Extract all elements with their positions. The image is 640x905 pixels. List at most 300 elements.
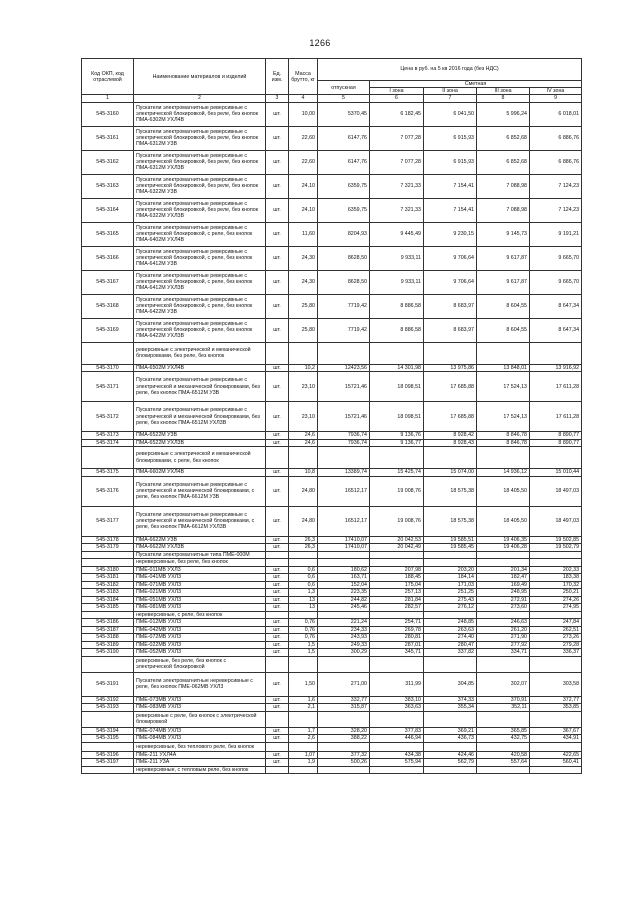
table-row xyxy=(82,581,582,589)
cell-price-zone3: 248,95 xyxy=(477,589,530,597)
cell-price-zone1: 446,94 xyxy=(370,735,424,743)
table-body xyxy=(82,102,582,774)
table-row xyxy=(82,246,582,270)
cell-price-zone4: 303,58 xyxy=(530,672,582,696)
cell-unit: шт. xyxy=(266,589,289,597)
cell-name: ПМЕ-012МВ УХЛ3 xyxy=(134,619,266,627)
cell-price-zone4: 367,67 xyxy=(530,727,582,735)
cell-name: ПМЕ-052МВ УХЛ3 xyxy=(134,649,266,657)
cell-code: 545-3162 xyxy=(82,150,134,174)
cell-price-zone4: 19 502,79 xyxy=(530,544,582,552)
cell-price-zone1: 7 321,33 xyxy=(370,198,424,222)
cell-mass: 24,80 xyxy=(289,476,318,506)
empty-cell xyxy=(266,447,289,469)
section-code-cell xyxy=(82,742,134,751)
empty-cell xyxy=(530,611,582,619)
cell-code: 545-3191 xyxy=(82,672,134,696)
empty-cell xyxy=(530,656,582,672)
empty-cell xyxy=(477,742,530,751)
cell-mass: 26,3 xyxy=(289,536,318,544)
cell-unit: шт. xyxy=(266,619,289,627)
cell-unit: шт. xyxy=(266,634,289,642)
cell-price-zone1: 257,13 xyxy=(370,589,424,597)
empty-cell xyxy=(477,766,530,774)
cell-price-otpusk: 6359,75 xyxy=(318,174,370,198)
empty-cell xyxy=(424,342,477,364)
empty-cell xyxy=(266,656,289,672)
cell-name: ПМЕ-022МВ УХЛ3 xyxy=(134,641,266,649)
col-number: 1 xyxy=(82,95,134,102)
cell-price-zone1: 19 008,76 xyxy=(370,506,424,536)
cell-unit: шт. xyxy=(266,626,289,634)
empty-cell xyxy=(318,559,370,567)
table-row xyxy=(82,432,582,440)
cell-mass: 22,60 xyxy=(289,126,318,150)
header-name: Наименование материалов и изделий xyxy=(134,59,266,95)
cell-mass: 0,76 xyxy=(289,634,318,642)
cell-price-zone3: 334,71 xyxy=(477,649,530,657)
cell-code: 545-3192 xyxy=(82,696,134,704)
section-title: нереверсивные, с тепловым реле, без кнопок xyxy=(134,766,266,774)
cell-unit: шт. xyxy=(266,735,289,743)
cell-name: ПМА-6522М УХЛ3В xyxy=(134,439,266,447)
cell-name: ПМЕ-073МВ УХЛ3 xyxy=(134,696,266,704)
section-code-cell xyxy=(82,611,134,619)
cell-price-zone2: 562,79 xyxy=(424,759,477,767)
cell-code: 545-3171 xyxy=(82,372,134,402)
cell-price-zone4: 6 018,01 xyxy=(530,102,582,126)
cell-unit: шт. xyxy=(266,294,289,318)
cell-code: 545-3160 xyxy=(82,102,134,126)
cell-mass: 23,10 xyxy=(289,402,318,432)
empty-cell xyxy=(370,447,424,469)
cell-price-zone3: 352,11 xyxy=(477,704,530,712)
cell-price-zone1: 7 077,28 xyxy=(370,150,424,174)
cell-name: Пускатели электромагнитные реверсивные с электрической блокировкой, без реле, без кнопок ПМА-6322М УХЛ3В xyxy=(134,198,266,222)
cell-price-zone3: 261,20 xyxy=(477,626,530,634)
cell-name: ПМЕ-021МВ УХЛ3 xyxy=(134,589,266,597)
cell-price-otpusk: 8204,93 xyxy=(318,222,370,246)
empty-cell xyxy=(289,559,318,567)
cell-price-otpusk: 13389,74 xyxy=(318,469,370,477)
cell-unit: шт. xyxy=(266,372,289,402)
empty-cell xyxy=(370,656,424,672)
cell-name: Пускатели электромагнитные реверсивные с электрической блокировкой, без реле, без кнопок ПМА-6312М УХЛ3В xyxy=(134,150,266,174)
cell-price-zone2: 8 928,42 xyxy=(424,432,477,440)
cell-unit: шт. xyxy=(266,727,289,735)
cell-price-zone2: 436,73 xyxy=(424,735,477,743)
empty-cell xyxy=(424,611,477,619)
empty-cell xyxy=(477,342,530,364)
cell-unit: шт. xyxy=(266,574,289,582)
cell-price-otpusk: 180,62 xyxy=(318,566,370,574)
cell-price-zone4: 6 886,76 xyxy=(530,126,582,150)
empty-cell xyxy=(289,766,318,774)
cell-mass: 11,60 xyxy=(289,222,318,246)
table-row xyxy=(82,596,582,604)
empty-cell xyxy=(477,711,530,727)
cell-price-zone3: 246,63 xyxy=(477,619,530,627)
cell-price-zone4: 18 497,03 xyxy=(530,506,582,536)
empty-cell xyxy=(318,656,370,672)
cell-unit: шт. xyxy=(266,672,289,696)
cell-code: 545-3185 xyxy=(82,604,134,612)
cell-price-zone4: 170,32 xyxy=(530,581,582,589)
empty-cell xyxy=(530,711,582,727)
cell-price-otpusk: 300,29 xyxy=(318,649,370,657)
empty-cell xyxy=(289,447,318,469)
cell-code: 545-3161 xyxy=(82,126,134,150)
cell-price-otpusk: 16512,17 xyxy=(318,506,370,536)
cell-name: ПМЕ-081МВ УХЛ3 xyxy=(134,604,266,612)
cell-code: 545-3189 xyxy=(82,641,134,649)
section-code-cell xyxy=(82,447,134,469)
cell-mass: 25,80 xyxy=(289,318,318,342)
section-row xyxy=(82,711,582,727)
cell-name: Пускатели электромагнитные реверсивные с электрической блокировкой, с реле, без кнопок ПМА-6402М УХЛ4В xyxy=(134,222,266,246)
cell-price-zone4: 279,28 xyxy=(530,641,582,649)
header-zone4: IV зона xyxy=(530,88,582,95)
header-price-group: Цена в руб. на 5 кв 2016 года (без НДС) xyxy=(318,59,582,81)
cell-mass: 24,6 xyxy=(289,439,318,447)
cell-price-zone4: 353,85 xyxy=(530,704,582,712)
cell-price-zone2: 8 683,97 xyxy=(424,294,477,318)
empty-cell xyxy=(424,742,477,751)
empty-cell xyxy=(266,766,289,774)
cell-price-otpusk: 7936,74 xyxy=(318,439,370,447)
cell-price-zone2: 203,20 xyxy=(424,566,477,574)
cell-price-zone4: 17 611,28 xyxy=(530,372,582,402)
cell-code: 545-3167 xyxy=(82,270,134,294)
cell-unit: шт. xyxy=(266,246,289,270)
cell-price-otpusk: 7936,74 xyxy=(318,432,370,440)
table-row xyxy=(82,696,582,704)
cell-unit: шт. xyxy=(266,581,289,589)
cell-price-zone2: 248,85 xyxy=(424,619,477,627)
cell-price-zone4: 250,21 xyxy=(530,589,582,597)
table-row xyxy=(82,364,582,372)
section-title: Пускатели электромагнитные типа ПМЕ-000М xyxy=(134,551,266,559)
cell-price-zone4: 9 191,21 xyxy=(530,222,582,246)
empty-cell xyxy=(318,742,370,751)
cell-price-zone1: 15 425,74 xyxy=(370,469,424,477)
cell-price-zone2: 9 706,64 xyxy=(424,246,477,270)
table-row xyxy=(82,174,582,198)
cell-price-otpusk: 388,22 xyxy=(318,735,370,743)
cell-price-zone4: 18 497,03 xyxy=(530,476,582,506)
table-row xyxy=(82,626,582,634)
cell-mass: 13 xyxy=(289,604,318,612)
table-row xyxy=(82,759,582,767)
cell-price-otpusk: 163,71 xyxy=(318,574,370,582)
cell-mass: 1,07 xyxy=(289,751,318,759)
cell-price-zone2: 251,25 xyxy=(424,589,477,597)
cell-mass: 24,10 xyxy=(289,174,318,198)
cell-mass: 1,7 xyxy=(289,727,318,735)
cell-price-zone2: 8 683,97 xyxy=(424,318,477,342)
section-row xyxy=(82,551,582,559)
section-title: нереверсивные, без теплового реле, без кнопок xyxy=(134,742,266,751)
cell-price-otpusk: 5370,45 xyxy=(318,102,370,126)
col-number: 4 xyxy=(289,95,318,102)
cell-price-zone3: 17 524,13 xyxy=(477,372,530,402)
cell-price-zone3: 273,60 xyxy=(477,604,530,612)
cell-price-zone2: 304,85 xyxy=(424,672,477,696)
table-row xyxy=(82,574,582,582)
cell-price-zone4: 15 010,44 xyxy=(530,469,582,477)
cell-price-zone1: 7 077,28 xyxy=(370,126,424,150)
cell-code: 545-3187 xyxy=(82,626,134,634)
cell-price-zone3: 7 088,98 xyxy=(477,174,530,198)
cell-unit: шт. xyxy=(266,751,289,759)
cell-mass: 0,76 xyxy=(289,626,318,634)
col-number: 8 xyxy=(477,95,530,102)
cell-code: 545-3181 xyxy=(82,574,134,582)
empty-cell xyxy=(266,742,289,751)
header-smeta: Сметная xyxy=(370,81,582,88)
empty-cell xyxy=(370,611,424,619)
header-zone1: I зона xyxy=(370,88,424,95)
cell-price-zone4: 6 886,76 xyxy=(530,150,582,174)
cell-code: 545-3170 xyxy=(82,364,134,372)
cell-price-zone3: 557,64 xyxy=(477,759,530,767)
cell-price-zone1: 8 886,58 xyxy=(370,294,424,318)
table-row xyxy=(82,372,582,402)
cell-name: ПМЕ-211 УХЛ4А xyxy=(134,751,266,759)
cell-price-zone2: 19 585,45 xyxy=(424,544,477,552)
cell-price-otpusk: 7719,42 xyxy=(318,318,370,342)
cell-price-zone4: 183,38 xyxy=(530,574,582,582)
cell-code: 545-3176 xyxy=(82,476,134,506)
cell-name: ПМЕ-042МВ УХЛ3 xyxy=(134,626,266,634)
cell-mass: 25,80 xyxy=(289,294,318,318)
cell-unit: шт. xyxy=(266,596,289,604)
cell-price-zone3: 182,47 xyxy=(477,574,530,582)
cell-price-zone4: 8 647,34 xyxy=(530,294,582,318)
cell-price-zone2: 374,33 xyxy=(424,696,477,704)
empty-cell xyxy=(318,342,370,364)
cell-name: ПМЕ-083МВ УХЛ3 xyxy=(134,704,266,712)
cell-price-otpusk: 234,33 xyxy=(318,626,370,634)
cell-price-zone4: 274,95 xyxy=(530,604,582,612)
cell-price-zone1: 269,78 xyxy=(370,626,424,634)
cell-price-zone1: 9 136,76 xyxy=(370,432,424,440)
empty-cell xyxy=(370,342,424,364)
empty-cell xyxy=(318,766,370,774)
cell-mass: 1,5 xyxy=(289,641,318,649)
cell-price-zone3: 277,92 xyxy=(477,641,530,649)
cell-unit: шт. xyxy=(266,536,289,544)
cell-code: 545-3196 xyxy=(82,751,134,759)
empty-cell xyxy=(424,766,477,774)
empty-cell xyxy=(424,559,477,567)
cell-name: ПМЕ-211 У3А xyxy=(134,759,266,767)
cell-price-zone4: 247,84 xyxy=(530,619,582,627)
cell-mass: 22,60 xyxy=(289,150,318,174)
cell-price-zone3: 201,34 xyxy=(477,566,530,574)
cell-price-zone4: 7 124,23 xyxy=(530,198,582,222)
cell-unit: шт. xyxy=(266,544,289,552)
empty-cell xyxy=(289,656,318,672)
cell-price-zone4: 7 124,23 xyxy=(530,174,582,198)
section-title: реверсивные с электрической и механической блокировками, с реле, без кнопок xyxy=(134,447,266,469)
cell-price-zone2: 355,34 xyxy=(424,704,477,712)
table-row xyxy=(82,544,582,552)
cell-price-zone2: 17 685,88 xyxy=(424,372,477,402)
cell-unit: шт. xyxy=(266,649,289,657)
section-code-cell xyxy=(82,559,134,567)
cell-price-zone1: 9 933,11 xyxy=(370,246,424,270)
cell-price-zone3: 18 405,50 xyxy=(477,476,530,506)
empty-cell xyxy=(477,656,530,672)
cell-price-zone1: 14 301,98 xyxy=(370,364,424,372)
cell-mass: 24,80 xyxy=(289,506,318,536)
cell-unit: шт. xyxy=(266,476,289,506)
table-row xyxy=(82,476,582,506)
section-title: реверсивные с реле, без кнопок с электрической блокировкой xyxy=(134,711,266,727)
cell-price-zone2: 19 585,51 xyxy=(424,536,477,544)
section-title: нереверсивные, без реле, без кнопок xyxy=(134,559,266,567)
cell-mass: 24,30 xyxy=(289,270,318,294)
cell-price-zone4: 336,37 xyxy=(530,649,582,657)
cell-price-zone1: 7 321,33 xyxy=(370,174,424,198)
cell-price-otpusk: 243,93 xyxy=(318,634,370,642)
cell-code: 545-3174 xyxy=(82,439,134,447)
cell-price-zone3: 18 405,50 xyxy=(477,506,530,536)
cell-price-zone2: 424,46 xyxy=(424,751,477,759)
empty-cell xyxy=(424,551,477,559)
cell-price-zone1: 383,10 xyxy=(370,696,424,704)
table-row xyxy=(82,102,582,126)
cell-price-zone4: 273,26 xyxy=(530,634,582,642)
cell-code: 545-3177 xyxy=(82,506,134,536)
col-number: 2 xyxy=(134,95,266,102)
col-number: 9 xyxy=(530,95,582,102)
cell-price-zone3: 432,75 xyxy=(477,735,530,743)
cell-code: 545-3165 xyxy=(82,222,134,246)
cell-price-otpusk: 500,26 xyxy=(318,759,370,767)
cell-price-zone4: 8 890,77 xyxy=(530,432,582,440)
cell-code: 545-3164 xyxy=(82,198,134,222)
empty-cell xyxy=(266,342,289,364)
cell-price-zone1: 18 098,51 xyxy=(370,402,424,432)
cell-code: 545-3169 xyxy=(82,318,134,342)
col-number: 5 xyxy=(318,95,370,102)
cell-price-zone4: 17 611,28 xyxy=(530,402,582,432)
empty-cell xyxy=(424,711,477,727)
cell-price-zone2: 369,21 xyxy=(424,727,477,735)
col-number: 7 xyxy=(424,95,477,102)
cell-price-otpusk: 271,00 xyxy=(318,672,370,696)
cell-unit: шт. xyxy=(266,506,289,536)
cell-price-zone3: 9 145,73 xyxy=(477,222,530,246)
cell-price-zone2: 276,12 xyxy=(424,604,477,612)
cell-price-zone4: 9 665,70 xyxy=(530,246,582,270)
cell-price-zone3: 370,91 xyxy=(477,696,530,704)
cell-price-zone2: 275,43 xyxy=(424,596,477,604)
cell-price-otpusk: 244,82 xyxy=(318,596,370,604)
cell-code: 545-3190 xyxy=(82,649,134,657)
cell-unit: шт. xyxy=(266,704,289,712)
cell-price-zone1: 287,01 xyxy=(370,641,424,649)
header-mass: Масса брутто, кг xyxy=(289,59,318,95)
table-row xyxy=(82,469,582,477)
cell-name: Пускатели электромагнитные реверсивные с электрической и механической блокировками, с реле, без кнопок ПМА-6612М УХЛ3В xyxy=(134,506,266,536)
cell-price-zone3: 169,49 xyxy=(477,581,530,589)
empty-cell xyxy=(289,711,318,727)
empty-cell xyxy=(318,447,370,469)
section-row xyxy=(82,742,582,751)
cell-price-otpusk: 223,35 xyxy=(318,589,370,597)
section-title: реверсивные с электрической и механической блокировками, без реле, без кнопок xyxy=(134,342,266,364)
cell-price-zone1: 19 008,76 xyxy=(370,476,424,506)
cell-price-zone2: 274,40 xyxy=(424,634,477,642)
table-row xyxy=(82,604,582,612)
cell-unit: шт. xyxy=(266,150,289,174)
cell-price-otpusk: 6147,76 xyxy=(318,126,370,150)
cell-price-zone2: 9 706,64 xyxy=(424,270,477,294)
table-row xyxy=(82,150,582,174)
table-row xyxy=(82,439,582,447)
cell-price-zone3: 365,85 xyxy=(477,727,530,735)
empty-cell xyxy=(530,766,582,774)
cell-price-zone4: 19 502,85 xyxy=(530,536,582,544)
cell-code: 545-3182 xyxy=(82,581,134,589)
cell-name: ПМА-6622М У3В xyxy=(134,536,266,544)
table-row xyxy=(82,634,582,642)
cell-price-zone3: 7 088,98 xyxy=(477,198,530,222)
cell-price-zone1: 575,94 xyxy=(370,759,424,767)
cell-price-zone1: 20 042,53 xyxy=(370,536,424,544)
empty-cell xyxy=(289,551,318,559)
cell-unit: шт. xyxy=(266,439,289,447)
cell-code: 545-3183 xyxy=(82,589,134,597)
cell-price-otpusk: 249,33 xyxy=(318,641,370,649)
cell-code: 545-3179 xyxy=(82,544,134,552)
cell-unit: шт. xyxy=(266,222,289,246)
cell-name: Пускатели электромагнитные реверсивные с электрической блокировкой, с реле, без кнопок ПМА-6412М УХЛ3В xyxy=(134,270,266,294)
table-row xyxy=(82,735,582,743)
cell-price-zone1: 363,63 xyxy=(370,704,424,712)
cell-mass: 10,00 xyxy=(289,102,318,126)
cell-name: Пускатели электромагнитные нереверсивные с реле, без кнопок ПМЕ-062МВ УХЛ3 xyxy=(134,672,266,696)
cell-price-zone1: 345,71 xyxy=(370,649,424,657)
table-row xyxy=(82,641,582,649)
cell-unit: шт. xyxy=(266,102,289,126)
col-number: 6 xyxy=(370,95,424,102)
cell-code: 545-3178 xyxy=(82,536,134,544)
cell-price-otpusk: 377,32 xyxy=(318,751,370,759)
cell-mass: 0,6 xyxy=(289,566,318,574)
cell-price-zone3: 19 406,28 xyxy=(477,544,530,552)
cell-price-zone1: 6 182,45 xyxy=(370,102,424,126)
cell-price-zone4: 13 916,92 xyxy=(530,364,582,372)
cell-code: 545-3172 xyxy=(82,402,134,432)
cell-name: ПМЕ-084МВ УХЛ3 xyxy=(134,735,266,743)
cell-price-zone2: 7 154,41 xyxy=(424,198,477,222)
cell-price-zone2: 8 928,43 xyxy=(424,439,477,447)
header-code: Код ОКП, код отраслевой xyxy=(82,59,134,95)
cell-code: 545-3175 xyxy=(82,469,134,477)
cell-price-zone2: 171,03 xyxy=(424,581,477,589)
cell-price-otpusk: 15721,46 xyxy=(318,372,370,402)
table-row xyxy=(82,126,582,150)
cell-price-otpusk: 7719,42 xyxy=(318,294,370,318)
section-row xyxy=(82,766,582,774)
header-zone3: III зона xyxy=(477,88,530,95)
cell-price-zone4: 9 665,70 xyxy=(530,270,582,294)
cell-price-otpusk: 332,77 xyxy=(318,696,370,704)
